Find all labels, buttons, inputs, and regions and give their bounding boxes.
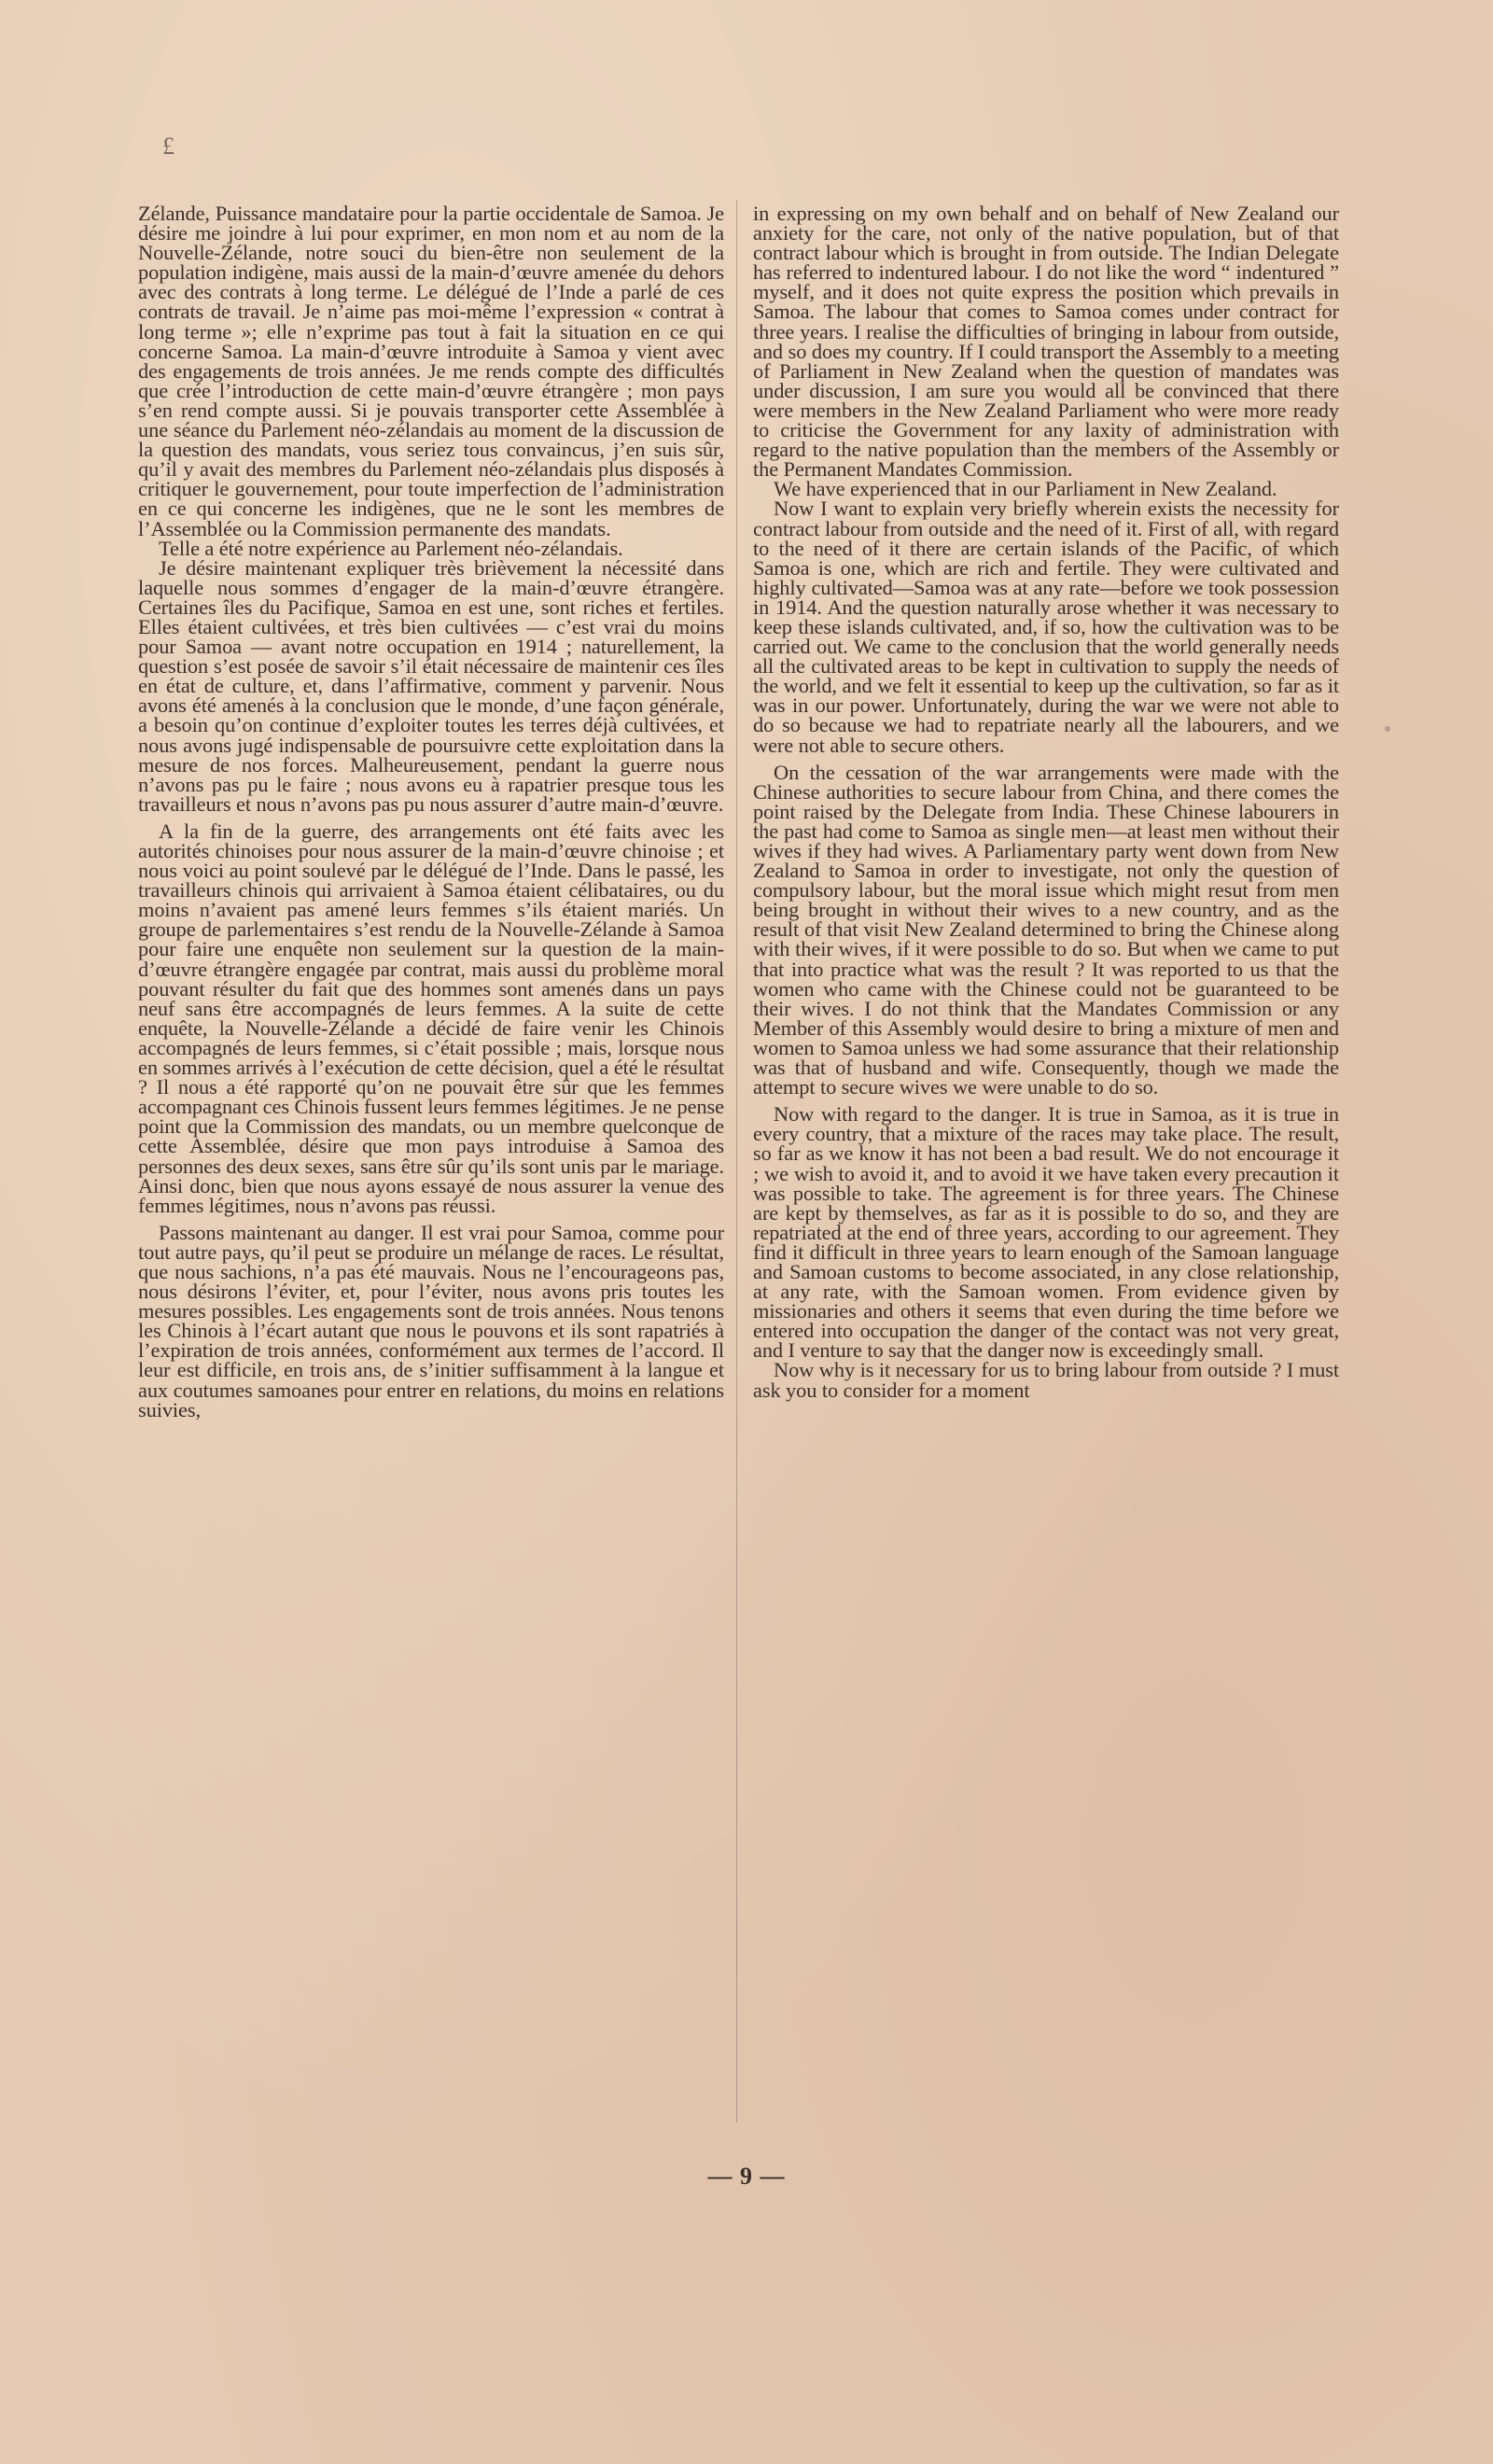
english-paragraph: Now with regard to the danger. It is true in Samoa, as it is true in every country, that a mixture of the races may take place. The result, so far as we know it has not been a bad result. We do not encourage it ; we wish to avoid it, and to avoid it we have taken every precaution it was possible to take. The agreement is for three years. The Chinese are kept by themselves, as far as it is possible to do so, and they are repatriated at the end of three years, according to our agreement. They find it difficult in three years to learn enough of the Samoan language and Samoan customs to become associated, in any close relationship, at any rate, with the Samoan women. From evidence given by missionaries and others it seems that even during the time before we entered into occupation the danger of the contact was not very great, and I venture to say that the danger now is exceedingly small. xyxy=(753,1102,1339,1363)
french-paragraph: Passons maintenant au danger. Il est vrai pour Samoa, comme pour tout autre pays, qu’il peut se produire un mélange de races. Le résultat, que nous sachions, n’a pas été mauvais. Nous ne l’encourageons pas, nous désirons l’éviter, et, pour l’éviter, nous avons pris toutes les mesures possibles. Les engagements sont de trois années. Nous tenons les Chinois à l’écart autant que nous le pouvons et ils sont rapatriés à l’expiration de trois années, conformément aux termes de l’accord. Il leur est difficile, en trois ans, de s’initier suffisamment à la langue et aux coutumes samoanes pour entrer en relations, du moins en relations suivies, xyxy=(138,1220,724,1421)
english-paragraph: in expressing on my own behalf and on behalf of New Zealand our anxiety for the care, not only of the native population, but of that contract labour which is brought in from outside. The Indian Delegate has referred to indentured labour. I do not like the word “ indentured ” myself, and it does not quite express the position which prevails in Samoa. The labour that comes to Samoa comes under contract for three years. I realise the difficulties of bringing in labour from outside, and so does my country. If I could transport the Assembly to a meeting of Parliament in New Zealand when the question of mandates was under discussion, I am sure you would all be convinced that there were members in the New Zealand Parliament who were more ready to criticise the Government for any laxity of administration with regard to the native population than the members of the Assembly or the Permanent Mandates Commission. xyxy=(753,202,1339,482)
english-column xyxy=(753,203,1339,1400)
margin-mark: £ xyxy=(162,133,174,160)
french-paragraph: Je désire maintenant expliquer très brièvement la nécessité dans laquelle nous sommes d’engager de la main-d’œuvre étrangère. Certaines îles du Pacifique, Samoa en est une, sont riches et fertiles. Elles étaient cultivées, et très bien cultivées — c’est vrai du moins pour Samoa — avant notre occupation en 1914 ; naturellement, la question s’est posée de savoir s’il était nécessaire de maintenir ces îles en état de culture, et, dans l’affirmative, comment y parvenir. Nous avons été amenés à la conclusion que le monde, d’une façon générale, a besoin qu’on continue d’exploiter toutes les terres déjà cultivées, et nous avons jugé indispensable de poursuivre cette exploitation dans la mesure de nos forces. Malheureusement, pendant la guerre nous n’avons pas pu le faire ; nous avons eu à rapatrier presque tous les travailleurs et nous n’avons pas pu nous assurer d’autre main-d’œuvre. xyxy=(138,555,724,816)
page-number: — 9 — xyxy=(707,2163,786,2190)
french-column xyxy=(138,203,724,1420)
english-paragraph: Now I want to explain very briefly wherein exists the necessity for contract labour from outside and the need of it. First of all, with regard to the need of it there are certain islands of the Pacific, of which Samoa is one, which are rich and fertile. They were cultivated and highly cultivated—Samoa was at any rate—before we took possession in 1914. And the question naturally arose whether it was necessary to keep these islands cultivated, and, if so, how the cultivation was to be carried out. We came to the conclusion that the world generally needs all the cultivated areas to be kept in cultivation to supply the needs of the world, and we felt it essential to keep up the cultivation, so far as it was in our power. Unfortunately, during the war we were not able to do so because we had to repatriate nearly all the labourers, and we were not able to secure others. xyxy=(753,497,1339,757)
french-paragraph: Zélande, Puissance mandataire pour la partie occidentale de Samoa. Je désire me joindre à lui pour exprimer, en mon nom et au nom de la Nouvelle-Zélande, notre souci du bien-être non seulement de la population indigène, mais aussi de la main-d’œuvre amenée du dehors avec des contrats à long terme. Le délégué de l’Inde a parlé de ces contrats de travail. Je n’aime pas moi-même l’expression « contrat à long terme »; elle n’exprime pas tout à fait la situation en ce qui concerne Samoa. La main-d’œuvre introduite à Samoa y vient avec des engagements de trois années. Je me rends compte des difficultés que crée l’introduction de cette main-d’œuvre étrangère ; mon pays s’en rend compte aussi. Si je pouvais transporter cette Assemblée à une séance du Parlement néo-zélandais au moment de la discussion de la question des mandats, vous seriez tous convaincus, j’en suis sûr, qu’il y avait des membres du Parlement néo-zélandais plus disposés à critiquer le gouvernement, pour toute imperfection de l’administration en ce qui concerne les indigènes, que ne le sont les membres de l’Assemblée ou la Commission permanente des mandats. xyxy=(138,202,724,540)
paper-speck xyxy=(1385,726,1390,732)
english-paragraph: On the cessation of the war arrangements were made with the Chinese authorities to secure labour from China, and there comes the point raised by the Delegate from India. These Chinese labourers in the past had come to Samoa as single men—at least men without their wives if they had wives. A Parliamentary party went down from New Zealand to Samoa in order to investigate, not only the question of compulsory labour, but the moral issue which might resut from men being brought in without their wives to a new country, and as the result of that visit New Zealand determined to bring the Chinese along with their wives, if it were possible to do so. But when we came to put that into practice what was the result ? It was reported to us that the women who came with the Chinese could not be guaranteed to be their wives. I do not think that the Mandates Commission or any Member of this Assembly would desire to bring a mixture of men and women to Samoa unless we had some assurance that their relationship was that of husband and wife. Consequently, though we made the attempt to secure wives we were unable to do so. xyxy=(753,760,1339,1099)
column-divider xyxy=(736,200,737,2122)
french-paragraph: A la fin de la guerre, des arrangements ont été faits avec les autorités chinoises pour nous assurer de la main-d’œuvre chinoise ; et nous voici au point soulevé par le délégué de l’Inde. Dans le passé, les travailleurs chinois qui arrivaient à Samoa étaient célibataires, ou du moins n’avaient pas amené leurs femmes s’ils étaient mariés. Un groupe de parlementaires s’est rendu de la Nouvelle-Zélande à Samoa pour faire une enquête non seulement sur la question de la main-d’œuvre étrangère engagée par contrat, mais aussi du problème moral pouvant résulter du fait que des hommes sont amenés dans un pays neuf sans être accompagnés de leurs femmes. A la suite de cette enquête, la Nouvelle-Zélande a décidé de faire venir les Chinois accompagnés de leurs femmes, si c’était possible ; mais, lorsque nous en sommes arrivés à l’exécution de cette décision, quel a été le résultat ? Il nous a été rapporté qu’on ne pouvait être sûr que les femmes accompagnant ces Chinois fussent leurs femmes légitimes. Je ne pense point que la Commission des mandats, ou un membre quelconque de cette Assemblée, désire que mon pays introduise à Samoa des personnes des deux sexes, sans être sûr qu’ils sont unis par le mariage. Ainsi donc, bien que nous ayons essayé de nous assurer la venue des femmes légitimes, nous n’avons pas réussi. xyxy=(138,819,724,1217)
french-paragraph: Telle a été notre expérience au Parlement néo-zélandais. xyxy=(159,536,623,560)
english-paragraph: Now why is it necessary for us to bring labour from outside ? I must ask you to consider for a moment xyxy=(753,1358,1339,1402)
english-paragraph: We have experienced that in our Parliament in New Zealand. xyxy=(774,477,1277,501)
